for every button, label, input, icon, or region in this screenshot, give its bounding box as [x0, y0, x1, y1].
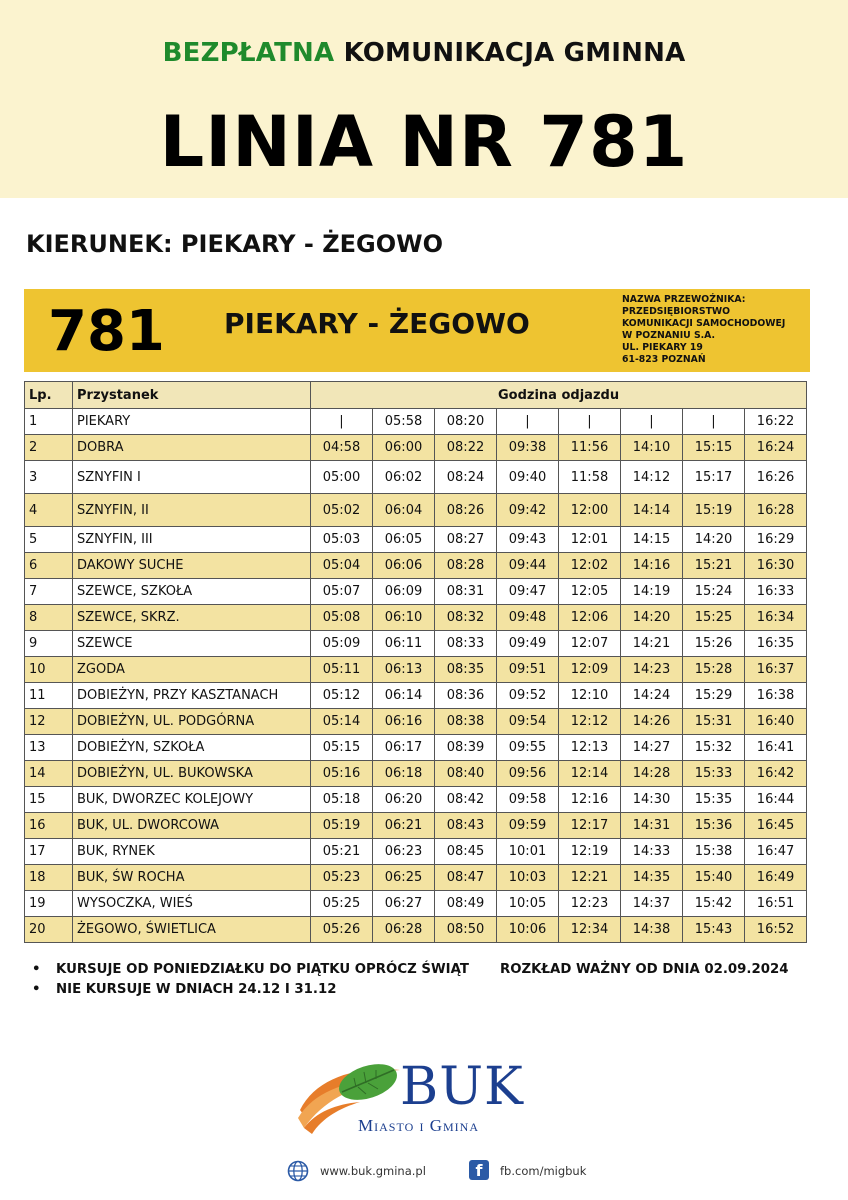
departure-time: 15:42: [683, 891, 745, 917]
departure-time: 14:23: [621, 657, 683, 683]
website-link[interactable]: www.buk.gmina.pl: [320, 1164, 426, 1178]
departure-time: 12:14: [559, 761, 621, 787]
departure-time: 05:58: [373, 409, 435, 435]
departure-time: 15:35: [683, 787, 745, 813]
subtitle-rest: KOMUNIKACJA GMINNA: [343, 38, 686, 68]
departure-time: 05:00: [311, 461, 373, 494]
note-exceptions: NIE KURSUJE W DNIACH 24.12 I 31.12: [56, 982, 337, 997]
departure-time: 08:31: [435, 579, 497, 605]
departure-time: 15:17: [683, 461, 745, 494]
departure-time: 08:49: [435, 891, 497, 917]
stop-name: DOBIEŻYN, UL. PODGÓRNA: [73, 709, 311, 735]
departure-time: 16:40: [745, 709, 807, 735]
departure-time: 06:00: [373, 435, 435, 461]
stop-name: SZEWCE: [73, 631, 311, 657]
logo-subtitle: Miasto i Gmina: [358, 1116, 480, 1135]
carrier-line: KOMUNIKACJI SAMOCHODOWEJ: [622, 318, 786, 329]
departure-time: 05:09: [311, 631, 373, 657]
departure-time: 12:21: [559, 865, 621, 891]
departure-time: 14:15: [621, 527, 683, 553]
departure-time: 05:11: [311, 657, 373, 683]
carrier-line: W POZNANIU S.A.: [622, 330, 716, 341]
departure-time: 09:58: [497, 787, 559, 813]
departure-time: 09:42: [497, 494, 559, 527]
departure-time: 09:44: [497, 553, 559, 579]
departure-time: 11:58: [559, 461, 621, 494]
globe-icon: [287, 1160, 309, 1182]
departure-time: 08:32: [435, 605, 497, 631]
table-row: [25, 494, 807, 527]
departure-time: 14:10: [621, 435, 683, 461]
timetable: [24, 381, 807, 943]
page-title: LINIA NR 781: [159, 101, 689, 183]
stop-name: SZEWCE, SKRZ.: [73, 605, 311, 631]
table-row: [25, 527, 807, 553]
timetable-body: [25, 409, 807, 943]
departure-time: 08:33: [435, 631, 497, 657]
route-name: PIEKARY - ŻEGOWO: [224, 307, 530, 340]
departure-time: 05:02: [311, 494, 373, 527]
departure-time: 14:38: [621, 917, 683, 943]
departure-time: 14:28: [621, 761, 683, 787]
row-number: 15: [25, 787, 73, 813]
departure-time: 05:08: [311, 605, 373, 631]
departure-time: 16:26: [745, 461, 807, 494]
departure-time: 15:43: [683, 917, 745, 943]
table-row: [25, 605, 807, 631]
header-lp: Lp.: [25, 382, 73, 409]
table-row: [25, 409, 807, 435]
row-number: 8: [25, 605, 73, 631]
departure-time: 06:13: [373, 657, 435, 683]
departure-time: 12:01: [559, 527, 621, 553]
stop-name: SZNYFIN I: [73, 461, 311, 494]
table-row: [25, 761, 807, 787]
departure-time: 10:01: [497, 839, 559, 865]
subtitle-free: BEZPŁATNA: [162, 38, 335, 68]
row-number: 11: [25, 683, 73, 709]
table-row: [25, 657, 807, 683]
row-number: 19: [25, 891, 73, 917]
row-number: 4: [25, 494, 73, 527]
departure-time: 15:31: [683, 709, 745, 735]
departure-time: 08:50: [435, 917, 497, 943]
departure-time: 15:26: [683, 631, 745, 657]
departure-time: 14:31: [621, 813, 683, 839]
departure-time: 14:20: [621, 605, 683, 631]
stop-name: SZNYFIN, III: [73, 527, 311, 553]
departure-time: 05:21: [311, 839, 373, 865]
departure-time: 15:40: [683, 865, 745, 891]
row-number: 14: [25, 761, 73, 787]
facebook-icon: f: [469, 1160, 489, 1180]
table-row: [25, 461, 807, 494]
departure-time: 05:12: [311, 683, 373, 709]
departure-time: 11:56: [559, 435, 621, 461]
departure-time: 05:19: [311, 813, 373, 839]
departure-time: 08:47: [435, 865, 497, 891]
table-row: [25, 839, 807, 865]
table-row: [25, 735, 807, 761]
departure-time: 05:04: [311, 553, 373, 579]
table-row: [25, 787, 807, 813]
departure-time: 14:30: [621, 787, 683, 813]
departure-time: 09:38: [497, 435, 559, 461]
departure-time: 06:10: [373, 605, 435, 631]
departure-time: 06:02: [373, 461, 435, 494]
departure-time: 09:49: [497, 631, 559, 657]
departure-time: 05:14: [311, 709, 373, 735]
buk-logo: [296, 1058, 536, 1142]
row-number: 7: [25, 579, 73, 605]
departure-time: 06:20: [373, 787, 435, 813]
departure-time: 14:37: [621, 891, 683, 917]
departure-time: |: [497, 409, 559, 435]
header-stop: Przystanek: [73, 382, 311, 409]
top-banner: [0, 0, 848, 198]
row-number: 16: [25, 813, 73, 839]
departure-time: |: [559, 409, 621, 435]
departure-time: 08:36: [435, 683, 497, 709]
departure-time: 16:42: [745, 761, 807, 787]
row-number: 6: [25, 553, 73, 579]
departure-time: 14:24: [621, 683, 683, 709]
departure-time: |: [311, 409, 373, 435]
stop-name: BUK, RYNEK: [73, 839, 311, 865]
departure-time: 16:38: [745, 683, 807, 709]
departure-time: 06:14: [373, 683, 435, 709]
departure-time: 08:35: [435, 657, 497, 683]
stop-name: ZGODA: [73, 657, 311, 683]
table-row: [25, 813, 807, 839]
stop-name: SZEWCE, SZKOŁA: [73, 579, 311, 605]
departure-time: 15:38: [683, 839, 745, 865]
departure-time: 14:20: [683, 527, 745, 553]
departure-time: 14:26: [621, 709, 683, 735]
departure-time: 06:06: [373, 553, 435, 579]
departure-time: 15:19: [683, 494, 745, 527]
departure-time: 16:29: [745, 527, 807, 553]
departure-time: 12:00: [559, 494, 621, 527]
departure-time: 12:13: [559, 735, 621, 761]
departure-time: 06:21: [373, 813, 435, 839]
departure-time: 06:23: [373, 839, 435, 865]
departure-time: 16:37: [745, 657, 807, 683]
note-weekdays: KURSUJE OD PONIEDZIAŁKU DO PIĄTKU OPRÓCZ ŚWIĄT: [56, 962, 469, 977]
facebook-link[interactable]: fb.com/migbuk: [500, 1164, 587, 1178]
table-row: [25, 579, 807, 605]
departure-time: 12:17: [559, 813, 621, 839]
table-row: [25, 553, 807, 579]
departure-time: 16:30: [745, 553, 807, 579]
logo-name: BUK: [400, 1057, 524, 1117]
departure-time: 06:09: [373, 579, 435, 605]
row-number: 13: [25, 735, 73, 761]
departure-time: 12:05: [559, 579, 621, 605]
departure-time: 15:32: [683, 735, 745, 761]
stop-name: WYSOCZKA, WIEŚ: [73, 891, 311, 917]
departure-time: 12:16: [559, 787, 621, 813]
departure-time: 06:25: [373, 865, 435, 891]
departure-time: 16:47: [745, 839, 807, 865]
departure-time: 12:06: [559, 605, 621, 631]
departure-time: 06:28: [373, 917, 435, 943]
departure-time: 10:06: [497, 917, 559, 943]
carrier-line: NAZWA PRZEWOŹNIKA:: [622, 294, 746, 305]
departure-time: 08:42: [435, 787, 497, 813]
carrier-line: UL. PIEKARY 19: [622, 342, 703, 353]
row-number: 9: [25, 631, 73, 657]
departure-time: 08:22: [435, 435, 497, 461]
stop-name: ŻEGOWO, ŚWIETLICA: [73, 917, 311, 943]
notes: [30, 960, 820, 1000]
departure-time: 05:07: [311, 579, 373, 605]
stop-name: DAKOWY SUCHE: [73, 553, 311, 579]
route-number: 781: [48, 299, 165, 364]
departure-time: 09:47: [497, 579, 559, 605]
departure-time: 05:23: [311, 865, 373, 891]
row-number: 5: [25, 527, 73, 553]
route-bar: [24, 289, 810, 372]
stop-name: PIEKARY: [73, 409, 311, 435]
departure-time: 15:29: [683, 683, 745, 709]
note-valid-from: ROZKŁAD WAŻNY OD DNIA 02.09.2024: [500, 962, 789, 977]
departure-time: 09:40: [497, 461, 559, 494]
departure-time: 14:33: [621, 839, 683, 865]
header-times: Godzina odjazdu: [311, 382, 807, 409]
departure-time: 14:27: [621, 735, 683, 761]
stop-name: BUK, DWORZEC KOLEJOWY: [73, 787, 311, 813]
departure-time: 16:33: [745, 579, 807, 605]
departure-time: 14:35: [621, 865, 683, 891]
departure-time: 05:16: [311, 761, 373, 787]
departure-time: 12:02: [559, 553, 621, 579]
departure-time: 09:52: [497, 683, 559, 709]
stop-name: BUK, ŚW ROCHA: [73, 865, 311, 891]
departure-time: 10:03: [497, 865, 559, 891]
departure-time: 05:25: [311, 891, 373, 917]
departure-time: 14:14: [621, 494, 683, 527]
departure-time: 16:22: [745, 409, 807, 435]
departure-time: 06:17: [373, 735, 435, 761]
note-item: [30, 960, 820, 980]
departure-time: 12:19: [559, 839, 621, 865]
row-number: 18: [25, 865, 73, 891]
departure-time: 14:19: [621, 579, 683, 605]
departure-time: 14:12: [621, 461, 683, 494]
departure-time: 06:16: [373, 709, 435, 735]
table-row: [25, 709, 807, 735]
departure-time: 16:24: [745, 435, 807, 461]
departure-time: 15:15: [683, 435, 745, 461]
departure-time: 06:18: [373, 761, 435, 787]
departure-time: 08:20: [435, 409, 497, 435]
departure-time: 05:15: [311, 735, 373, 761]
stop-name: DOBIEŻYN, PRZY KASZTANACH: [73, 683, 311, 709]
departure-time: 06:05: [373, 527, 435, 553]
footer: [0, 1160, 848, 1184]
departure-time: 15:28: [683, 657, 745, 683]
carrier-line: PRZEDSIĘBIORSTWO: [622, 306, 731, 317]
departure-time: 09:48: [497, 605, 559, 631]
departure-time: 10:05: [497, 891, 559, 917]
table-row: [25, 435, 807, 461]
departure-time: 15:33: [683, 761, 745, 787]
row-number: 10: [25, 657, 73, 683]
stop-name: SZNYFIN, II: [73, 494, 311, 527]
departure-time: 09:55: [497, 735, 559, 761]
departure-time: 09:54: [497, 709, 559, 735]
departure-time: 05:26: [311, 917, 373, 943]
carrier-line: 61-823 POZNAŃ: [622, 354, 706, 365]
departure-time: 09:56: [497, 761, 559, 787]
subtitle: [0, 38, 848, 68]
stop-name: BUK, UL. DWORCOWA: [73, 813, 311, 839]
departure-time: 08:27: [435, 527, 497, 553]
departure-time: 15:21: [683, 553, 745, 579]
departure-time: 05:03: [311, 527, 373, 553]
row-number: 3: [25, 461, 73, 494]
departure-time: 06:04: [373, 494, 435, 527]
direction-heading: KIERUNEK: PIEKARY - ŻEGOWO: [26, 230, 443, 258]
departure-time: 06:27: [373, 891, 435, 917]
departure-time: 08:39: [435, 735, 497, 761]
departure-time: 04:58: [311, 435, 373, 461]
table-header-row: [25, 382, 807, 409]
departure-time: 16:28: [745, 494, 807, 527]
departure-time: 15:25: [683, 605, 745, 631]
stop-name: DOBRA: [73, 435, 311, 461]
departure-time: 05:18: [311, 787, 373, 813]
departure-time: 16:35: [745, 631, 807, 657]
table-row: [25, 917, 807, 943]
departure-time: 12:34: [559, 917, 621, 943]
carrier-info: [622, 294, 808, 366]
departure-time: 12:07: [559, 631, 621, 657]
row-number: 2: [25, 435, 73, 461]
departure-time: 08:40: [435, 761, 497, 787]
table-row: [25, 683, 807, 709]
departure-time: |: [621, 409, 683, 435]
departure-time: 12:23: [559, 891, 621, 917]
departure-time: 16:34: [745, 605, 807, 631]
table-row: [25, 631, 807, 657]
departure-time: 08:24: [435, 461, 497, 494]
row-number: 1: [25, 409, 73, 435]
table-row: [25, 891, 807, 917]
departure-time: 14:21: [621, 631, 683, 657]
departure-time: 16:41: [745, 735, 807, 761]
departure-time: 08:28: [435, 553, 497, 579]
departure-time: |: [683, 409, 745, 435]
departure-time: 08:26: [435, 494, 497, 527]
departure-time: 08:38: [435, 709, 497, 735]
stop-name: DOBIEŻYN, UL. BUKOWSKA: [73, 761, 311, 787]
departure-time: 12:10: [559, 683, 621, 709]
departure-time: 16:44: [745, 787, 807, 813]
departure-time: 08:43: [435, 813, 497, 839]
row-number: 12: [25, 709, 73, 735]
departure-time: 16:45: [745, 813, 807, 839]
departure-time: 09:43: [497, 527, 559, 553]
departure-time: 14:16: [621, 553, 683, 579]
departure-time: 15:24: [683, 579, 745, 605]
table-row: [25, 865, 807, 891]
departure-time: 08:45: [435, 839, 497, 865]
row-number: 17: [25, 839, 73, 865]
stop-name: DOBIEŻYN, SZKOŁA: [73, 735, 311, 761]
departure-time: 06:11: [373, 631, 435, 657]
departure-time: 16:51: [745, 891, 807, 917]
departure-time: 12:12: [559, 709, 621, 735]
departure-time: 09:59: [497, 813, 559, 839]
note-item: [30, 980, 820, 1000]
departure-time: 16:49: [745, 865, 807, 891]
departure-time: 12:09: [559, 657, 621, 683]
departure-time: 16:52: [745, 917, 807, 943]
departure-time: 15:36: [683, 813, 745, 839]
departure-time: 09:51: [497, 657, 559, 683]
row-number: 20: [25, 917, 73, 943]
